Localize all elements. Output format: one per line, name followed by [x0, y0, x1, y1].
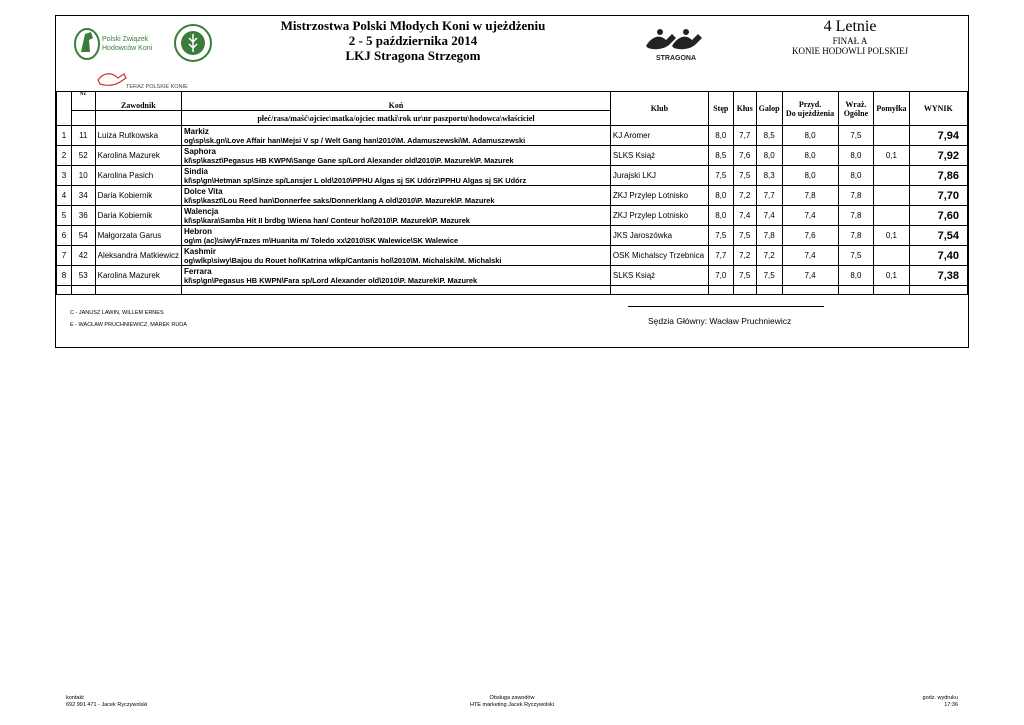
footer-service [462, 695, 562, 709]
row-galop: 8,0 [756, 146, 782, 166]
row-place: 1 [57, 126, 72, 146]
row-club: ZKJ Przylep Lotnisko [610, 186, 708, 206]
row-klus: 7,6 [733, 146, 756, 166]
table-row [57, 246, 968, 266]
horse-name: Ferrara [183, 266, 212, 276]
row-pomylka [874, 246, 909, 266]
row-rider: Karolina Mazurek [95, 266, 181, 286]
row-przyd: 7,8 [782, 186, 838, 206]
col-no-sub [71, 111, 95, 126]
stragona-logo [642, 26, 710, 62]
row-nr: 53 [71, 266, 95, 286]
empty-row [57, 286, 968, 295]
contact-value: 692 991 471 - Jacek Ryczywolski [66, 702, 148, 708]
table-row [57, 266, 968, 286]
row-nr: 10 [71, 166, 95, 186]
galloping-horse-icon [96, 68, 188, 90]
horse-description: kl\sp\kara\Samba Hit II brdbg \Wiena han/ Conteur hol\2010\P. Mazurek\P. Mazurek [183, 215, 470, 225]
row-klus: 7,5 [733, 166, 756, 186]
row-horse [181, 266, 610, 286]
row-galop: 8,5 [756, 126, 782, 146]
teraz-polskie-konie-logo [96, 68, 188, 90]
row-step: 8,0 [708, 126, 733, 146]
row-rider: Luiza Rutkowska [95, 126, 181, 146]
horse-name: Sindia [183, 166, 208, 176]
results-body [57, 126, 968, 295]
row-wynik: 7,40 [909, 246, 967, 266]
col-wraz [838, 92, 874, 126]
horse-name: Dolce Vita [183, 186, 223, 196]
chief-judge: Sędzia Główny: Wacław Pruchniewicz [648, 316, 792, 326]
row-horse [181, 246, 610, 266]
row-przyd: 7,4 [782, 206, 838, 226]
row-horse [181, 146, 610, 166]
pzhk-logo [73, 24, 155, 64]
row-wraz: 7,8 [838, 186, 874, 206]
row-club: KJ Aromer [610, 126, 708, 146]
print-label: godz. wydruku [922, 695, 958, 701]
horse-name: Kashmir [183, 246, 216, 256]
wheat-seal-icon [173, 20, 213, 66]
title-line1: Mistrzostwa Polski Młodych Koni w ujeżdżeniu [280, 18, 546, 33]
col-pomylka: Pomyłka [874, 92, 909, 126]
title-line2: 2 - 5 października 2014 [348, 33, 478, 48]
row-pomylka: 0,1 [874, 226, 909, 246]
horse-name: Markiz [183, 126, 209, 136]
col-horse: Koń [181, 92, 610, 111]
empty-cell [874, 286, 909, 295]
contact-label: kontakt [66, 695, 84, 701]
col-klus: Kłus [733, 92, 756, 126]
col-no: Nr. [71, 92, 95, 111]
row-wynik: 7,38 [909, 266, 967, 286]
row-galop: 8,3 [756, 166, 782, 186]
col-step: Stęp [708, 92, 733, 126]
row-step: 8,5 [708, 146, 733, 166]
signature-line [628, 306, 824, 307]
col-przyd [782, 92, 838, 126]
horse-name: Walencja [183, 206, 219, 216]
row-wynik: 7,54 [909, 226, 967, 246]
row-wraz: 7,8 [838, 226, 874, 246]
row-place: 7 [57, 246, 72, 266]
row-nr: 54 [71, 226, 95, 246]
col-club: Klub [610, 92, 708, 126]
row-wraz: 8,0 [838, 166, 874, 186]
row-club: SLKS Książ [610, 146, 708, 166]
empty-cell [95, 286, 181, 295]
row-rider: Karolina Pasich [95, 166, 181, 186]
row-wraz: 7,5 [838, 246, 874, 266]
seal-logo [173, 20, 213, 66]
empty-cell [838, 286, 874, 295]
row-klus: 7,5 [733, 226, 756, 246]
row-rider: Małgorzata Garus [95, 226, 181, 246]
service-value: HTE marketing Jacek Ryczywolski [469, 702, 555, 708]
judge-e: E - WACŁAW PRUCHNIEWICZ, MAREK RUDA [70, 322, 187, 328]
row-galop: 7,8 [756, 226, 782, 246]
results-table [56, 91, 968, 295]
col-wynik: WYNIK [909, 92, 967, 126]
row-galop: 7,5 [756, 266, 782, 286]
row-wynik: 7,70 [909, 186, 967, 206]
row-rider: Aleksandra Matkiewicz [95, 246, 181, 266]
col-wraz-line1: Wraż. [845, 99, 867, 109]
row-pomylka: 0,1 [874, 146, 909, 166]
row-rider: Karolina Mazurek [95, 146, 181, 166]
row-nr: 42 [71, 246, 95, 266]
row-place: 4 [57, 186, 72, 206]
row-klus: 7,2 [733, 246, 756, 266]
row-klus: 7,5 [733, 266, 756, 286]
row-rider: Daria Kobiernik [95, 206, 181, 226]
horse-description: og\wlkp\siwy\Bajou du Rouet hol\Katrina wlkp/Cantanis hol\2010\M. Michalski\M. Michalski [183, 255, 502, 265]
col-przyd-line1: Przyd. [798, 99, 822, 109]
row-step: 7,5 [708, 226, 733, 246]
row-galop: 7,2 [756, 246, 782, 266]
row-pomylka: 0,1 [874, 266, 909, 286]
row-galop: 7,7 [756, 186, 782, 206]
row-nr: 34 [71, 186, 95, 206]
riders-icon [642, 26, 710, 62]
horse-description: kl\sp\kaszt\Pegasus HB KWPN\Sange Gane sp/Lord Alexander old\2010\P. Mazurek\P. Mazurek [183, 155, 514, 165]
row-klus: 7,7 [733, 126, 756, 146]
row-place: 2 [57, 146, 72, 166]
row-rider: Daria Kobiernik [95, 186, 181, 206]
row-place: 5 [57, 206, 72, 226]
col-galop: Galop [756, 92, 782, 126]
results-sheet [55, 15, 969, 348]
empty-cell [708, 286, 733, 295]
row-step: 7,5 [708, 166, 733, 186]
row-przyd: 7,4 [782, 266, 838, 286]
row-club: OSK Michalscy Trzebnica [610, 246, 708, 266]
table-row [57, 166, 968, 186]
judges-list [70, 307, 187, 331]
col-rider: Zawodnik [95, 92, 181, 111]
row-wraz: 8,0 [838, 146, 874, 166]
row-wynik: 7,92 [909, 146, 967, 166]
table-row [57, 186, 968, 206]
header-row [57, 92, 968, 111]
row-club: SLKS Książ [610, 266, 708, 286]
class-round: FINAŁ A [832, 36, 868, 46]
row-club: ZKJ Przylep Lotnisko [610, 206, 708, 226]
row-nr: 52 [71, 146, 95, 166]
row-step: 7,7 [708, 246, 733, 266]
class-breed: KONIE HODOWLI POLSKIEJ [792, 46, 908, 56]
row-przyd: 8,0 [782, 146, 838, 166]
horse-description: kl\sp\gn\Pegasus HB KWPN\Fara sp/Lord Alexander old\2010\P. Mazurek\P. Mazurek [183, 275, 478, 285]
horse-description: kl\sp\kaszt\Lou Reed han\Donnerfee saks/Donnerklang A old\2010\P. Mazurek\P. Mazurek [183, 195, 495, 205]
horse-name: Hebron [183, 226, 212, 236]
stragona-text: STRAGONA [655, 55, 697, 62]
event-title [268, 18, 558, 63]
horse-description: og\sp\sk.gn\Love Affair han\Mejsi V sp / Welt Gang han\2010\M. Adamuszewski\M. Adamuszewski [183, 135, 526, 145]
row-pomylka [874, 166, 909, 186]
empty-cell [57, 286, 72, 295]
class-header [786, 18, 914, 56]
row-pomylka [874, 206, 909, 226]
col-wraz-line2: Ogólne [843, 108, 869, 118]
horse-name: Saphora [183, 146, 216, 156]
table-row [57, 206, 968, 226]
row-klus: 7,2 [733, 186, 756, 206]
col-horse-sub: płeć/rasa/maść\ojciec\matka/ojciec matki\rok ur\nr paszportu\hodowca\właściciel [181, 111, 610, 126]
title-line3: LKJ Stragona Strzegom [345, 48, 481, 63]
row-wynik: 7,60 [909, 206, 967, 226]
row-przyd: 8,0 [782, 126, 838, 146]
row-place: 6 [57, 226, 72, 246]
row-step: 8,0 [708, 186, 733, 206]
empty-cell [782, 286, 838, 295]
horse-description: kl\sp\gn\Hetman sp\Sinze sp/Lansjer L old\2010\PPHU Algas sj SK Udórz\PPHU Algas sj SK Udórz [183, 175, 527, 185]
row-przyd: 7,4 [782, 246, 838, 266]
row-nr: 11 [71, 126, 95, 146]
row-pomylka [874, 186, 909, 206]
row-club: JKS Jaroszówka [610, 226, 708, 246]
judge-c: C - JANUSZ LAWIN, WILLEM ERNES [70, 310, 164, 316]
table-row [57, 146, 968, 166]
row-club: Jurajski LKJ [610, 166, 708, 186]
row-place: 3 [57, 166, 72, 186]
empty-cell [71, 286, 95, 295]
col-przyd-line2: Do ujeżdżenia [785, 108, 835, 118]
empty-cell [181, 286, 610, 295]
row-step: 8,0 [708, 206, 733, 226]
empty-cell [610, 286, 708, 295]
pzhk-line1: Polski Związek [102, 36, 149, 43]
row-horse [181, 226, 610, 246]
row-horse [181, 166, 610, 186]
table-row [57, 226, 968, 246]
empty-cell [733, 286, 756, 295]
horse-head-icon [73, 24, 155, 64]
pzhk-line2: Hodowców Koni [102, 45, 153, 52]
row-place: 8 [57, 266, 72, 286]
row-przyd: 7,6 [782, 226, 838, 246]
row-nr: 36 [71, 206, 95, 226]
row-horse [181, 126, 610, 146]
row-galop: 7,4 [756, 206, 782, 226]
row-przyd: 8,0 [782, 166, 838, 186]
empty-cell [756, 286, 782, 295]
service-label: Obsługa zawodów [489, 695, 535, 701]
print-value: 17:36 [944, 702, 958, 708]
row-horse [181, 206, 610, 226]
row-wraz: 7,5 [838, 126, 874, 146]
footer-contact [66, 695, 147, 709]
horse-description: og\m (ac)\siwy\Frazes m\Huanita m/ Toledo xx\2010\SK Walewice\SK Walewice [183, 235, 459, 245]
teraz-text: TERAZ POLSKIE KONIE [126, 84, 188, 90]
empty-cell [909, 286, 967, 295]
row-horse [181, 186, 610, 206]
row-wynik: 7,86 [909, 166, 967, 186]
row-wraz: 8,0 [838, 266, 874, 286]
class-name: 4 Letnie [823, 18, 877, 35]
table-row [57, 126, 968, 146]
footer-print [900, 695, 958, 709]
row-wynik: 7,94 [909, 126, 967, 146]
row-wraz: 7,8 [838, 206, 874, 226]
row-step: 7,0 [708, 266, 733, 286]
col-rider-sub [95, 111, 181, 126]
row-klus: 7,4 [733, 206, 756, 226]
row-pomylka [874, 126, 909, 146]
col-place [57, 92, 72, 126]
